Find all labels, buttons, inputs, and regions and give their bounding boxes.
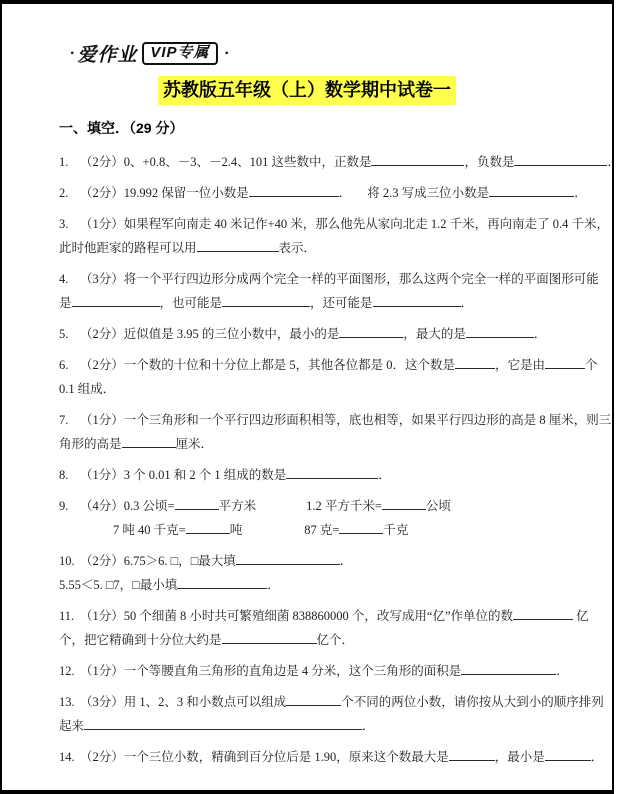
question	[59, 549, 576, 597]
question-line	[59, 690, 604, 714]
question-text: ，负数是	[464, 155, 515, 169]
question-text: ，最小是	[494, 750, 545, 764]
question-text: ．	[607, 155, 620, 169]
question-number: 1.	[59, 155, 69, 169]
answer-blank	[72, 293, 160, 307]
question-number: 14.	[59, 750, 75, 764]
question-text: ．	[338, 186, 352, 200]
question-line	[59, 212, 609, 236]
question-number: 8.	[59, 468, 69, 482]
brand-dot-left: ·	[70, 44, 76, 62]
questions-list	[59, 150, 620, 769]
question-points: （1分）	[80, 413, 124, 427]
question-text: ，最大的是	[403, 327, 466, 341]
question-text: 近似值是 3.95 的三位小数中，最小的是	[123, 327, 340, 341]
question-text: 角形的高是	[59, 437, 122, 451]
brand-logo	[68, 40, 612, 67]
answer-blank	[122, 434, 176, 448]
question-number: 6.	[59, 358, 69, 372]
question-text: ．	[533, 327, 547, 341]
answer-blank	[513, 606, 573, 620]
question-points: （1分）	[80, 609, 124, 623]
question-number: 11.	[59, 609, 75, 623]
question	[59, 408, 612, 456]
answer-blank	[186, 520, 230, 534]
question-line	[59, 518, 576, 542]
question-text: 一个数的十位和十分位上都是 5，其他各位都是 0．这个数是	[123, 358, 456, 372]
question-points: （1分）	[80, 217, 124, 231]
question-points: （2分）	[80, 186, 124, 200]
question-line	[59, 494, 576, 518]
spacer	[59, 533, 113, 534]
question-text: 3 个 0.01 和 2 个 1 组成的数是	[123, 468, 287, 482]
question-text: 将一个平行四边形分成两个完全一样的平面图形，那么这两个完全一样的平面图形可能	[123, 272, 599, 286]
question-text: ．	[362, 719, 375, 733]
answer-blank	[461, 661, 556, 675]
question-text: ．	[574, 186, 587, 200]
question-line	[59, 714, 576, 738]
question	[59, 659, 576, 683]
question-line	[59, 322, 576, 346]
question-points: （2分）	[80, 750, 124, 764]
question-text: ，它是由	[495, 358, 546, 372]
answer-blank	[175, 496, 219, 510]
question-text: 一个等腰直角三角形的直角边是 4 分米，这个三角形的面积是	[123, 664, 462, 678]
question-line	[59, 432, 576, 456]
question-text: ，还可能是	[310, 296, 373, 310]
question	[59, 463, 576, 487]
brand-name: 爱作业	[77, 45, 138, 66]
question-text: 个不同的两位小数，请你按从大到小的顺序排列	[341, 695, 604, 709]
answer-blank	[489, 183, 574, 197]
question-text: 厘米．	[175, 437, 214, 451]
question-text: ．	[590, 750, 604, 764]
question-line	[59, 353, 598, 377]
question-line	[59, 377, 576, 401]
question-line	[59, 267, 599, 291]
question-text: 起来	[59, 719, 85, 733]
answer-blank	[222, 293, 310, 307]
question-line	[59, 291, 576, 315]
question-text: 如果程军向南走 40 米记作+40 米，那么他先从家向北走 1.2 千米，再向南走了 0.4 千米，	[123, 217, 609, 231]
question-line	[59, 150, 620, 174]
question	[59, 322, 576, 346]
question-line	[59, 745, 604, 769]
question-line	[59, 463, 576, 487]
question-text: 0.1 组成．	[59, 382, 116, 396]
question-text: ．	[267, 578, 280, 592]
question-text: 1.2 平方千米=	[306, 499, 382, 513]
answer-blank	[222, 630, 317, 644]
answer-blank	[545, 355, 585, 369]
question-line	[59, 573, 576, 597]
question-text: 亿	[573, 609, 589, 623]
question-number: 9.	[59, 499, 69, 513]
exam-title: 苏教版五年级（上）数学期中试卷一	[158, 76, 456, 105]
question-number: 5.	[59, 327, 69, 341]
spacer	[351, 196, 367, 197]
question-text: 50 个细菌 8 小时共可繁殖细菌 838860000 个，改写成用“亿”作单位的数	[123, 609, 513, 623]
question-text: 6.75＞6. □，□最大填	[123, 554, 236, 568]
answer-blank	[286, 692, 341, 706]
question-text: 7 吨 40 千克=	[113, 523, 186, 537]
answer-blank	[449, 747, 495, 761]
question-points: （3分）	[80, 272, 124, 286]
question-text: 19.992 保留一位小数是	[123, 186, 249, 200]
question	[59, 267, 599, 315]
answer-blank	[382, 496, 426, 510]
question-text: 千克	[383, 523, 409, 537]
question-points: （2分）	[80, 358, 124, 372]
question-number: 13.	[59, 695, 75, 709]
question	[59, 353, 598, 401]
question-number: 10.	[59, 554, 75, 568]
question-points: （3分）	[80, 695, 124, 709]
question-text: ．	[556, 664, 569, 678]
answer-blank	[545, 747, 591, 761]
question-points: （2分）	[80, 327, 124, 341]
question-number: 3.	[59, 217, 69, 231]
question-text: 将 2.3 写成三位小数是	[367, 186, 490, 200]
question-text: 一个三角形和一个平行四边形面积相等，底也相等，如果平行四边形的高是 8 厘米，则三	[123, 413, 612, 427]
answer-blank	[339, 520, 383, 534]
answer-blank	[466, 324, 534, 338]
answer-blank	[84, 716, 362, 730]
question-text: ，也可能是	[159, 296, 223, 310]
question-number: 7.	[59, 413, 69, 427]
question-text: 公顷	[425, 499, 451, 513]
question-number: 12.	[59, 664, 75, 678]
question-text: 个	[585, 358, 598, 372]
question	[59, 604, 589, 652]
question-line	[59, 181, 587, 205]
question-text: 个，把它精确到十分位大约是	[59, 633, 222, 647]
question-text: 用 1、2、3 和小数点可以组成	[123, 695, 287, 709]
question-text: 亿个．	[316, 633, 355, 647]
question-line	[59, 628, 576, 652]
question-text: ．	[339, 554, 353, 568]
question	[59, 212, 609, 260]
question-text: 0、+0.8、－3、－2.4、101 这些数中，正数是	[123, 155, 372, 169]
question-text: ．	[460, 296, 474, 310]
question-line	[59, 659, 576, 683]
question	[59, 494, 576, 542]
answer-blank	[373, 293, 461, 307]
section-header: 一、填空．（29 分）	[59, 120, 184, 136]
question-text: 87 克=	[304, 523, 340, 537]
question-text: 一个三位小数，精确到百分位后是 1.90，原来这个数最大是	[123, 750, 449, 764]
question-text: 是	[59, 296, 72, 310]
answer-blank	[236, 551, 340, 565]
answer-blank	[455, 355, 495, 369]
answer-blank	[197, 238, 279, 252]
answer-blank	[339, 324, 403, 338]
question-line	[59, 549, 576, 573]
answer-blank	[514, 152, 607, 166]
question-points: （2分）	[80, 554, 124, 568]
question-points: （1分）	[80, 468, 124, 482]
question-text: 表示．	[278, 241, 317, 255]
question-points: （2分）	[80, 155, 124, 169]
answer-blank	[177, 575, 267, 589]
question	[59, 150, 620, 174]
answer-blank	[286, 465, 378, 479]
question-text: 0.3 公顷=	[123, 499, 175, 513]
question	[59, 690, 604, 738]
question-points: （1分）	[80, 664, 124, 678]
question-number: 4.	[59, 272, 69, 286]
question-text: ．	[378, 468, 391, 482]
question-line	[59, 604, 589, 628]
question	[59, 745, 604, 769]
answer-blank	[371, 152, 464, 166]
question-text: 此时他距家的路程可以用	[59, 241, 197, 255]
title-row	[2, 76, 612, 105]
question	[59, 181, 587, 205]
brand-dot-right: ·	[224, 44, 230, 62]
question-points: （4分）	[80, 499, 124, 513]
question-line	[59, 236, 576, 260]
vip-badge: VIP专属	[142, 42, 217, 65]
question-text: 吨	[229, 523, 243, 537]
question-line	[59, 408, 612, 432]
spacer	[242, 533, 304, 534]
question-number: 2.	[59, 186, 69, 200]
question-text: 5.55＜5. □7，□最小填	[59, 578, 178, 592]
question-text: 平方米	[218, 499, 257, 513]
answer-blank	[249, 183, 339, 197]
spacer	[256, 509, 306, 510]
